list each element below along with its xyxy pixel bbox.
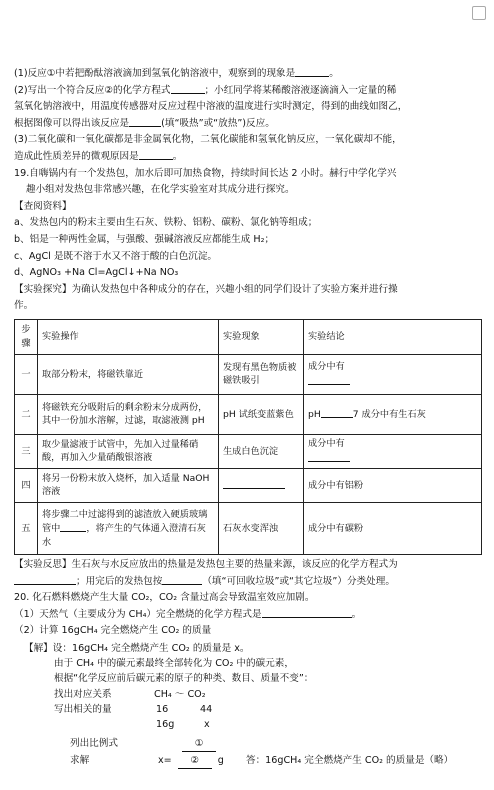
operation-cell xyxy=(38,502,219,554)
circled-1: ① xyxy=(182,737,216,752)
text: (2)写出一个符合反应②的化学方程式 xyxy=(14,84,171,96)
text: ；用完后的发热包按 xyxy=(76,575,163,587)
answer-blank[interactable] xyxy=(223,478,285,489)
text: 。 xyxy=(172,150,183,162)
answer-blank[interactable] xyxy=(139,149,173,160)
answer-blank[interactable] xyxy=(171,83,205,94)
reference-title: 【查阅资料】 xyxy=(14,200,72,212)
answer-blank[interactable] xyxy=(60,521,86,532)
solve-line xyxy=(158,754,224,769)
conclusion-cell xyxy=(304,434,482,468)
answer-blank[interactable] xyxy=(308,451,350,462)
operation-cell: 将磁铁充分吸附后的剩余粉末分成两份，其中一份加水溶解，过滤，取滤液测 pH xyxy=(38,394,219,434)
q18-line1 xyxy=(14,66,482,83)
phenomenon-cell: 生成白色沉淀 xyxy=(219,434,304,468)
solution-intro: 【解】设：16gCH₄ 完全燃烧产生 CO₂ 的质量是 x。 xyxy=(24,642,250,654)
q18-line4 xyxy=(14,116,482,133)
text: 造成此性质差异的微观原因是 xyxy=(14,150,139,162)
q20-line2 xyxy=(14,607,482,624)
text: g xyxy=(217,754,224,766)
mass-value: 16 xyxy=(156,703,169,715)
phenomenon-cell xyxy=(219,468,304,502)
answer-blank[interactable] xyxy=(295,66,329,77)
text: （填“可回收垃圾”或“其它垃圾”）分类处理。 xyxy=(202,575,395,587)
reference-item: a、发热包内的粉末主要由生石灰、铁粉、铝粉、碳粉、氯化钠等组成； xyxy=(14,217,318,229)
mass-value: x xyxy=(204,718,210,730)
step-label: 写出相关的量 xyxy=(54,703,112,715)
header-operation: 实验操作 xyxy=(38,319,219,354)
step-cell: 一 xyxy=(15,354,38,394)
header-phenomenon: 实验现象 xyxy=(219,319,304,354)
reflect-line1: 【实验反思】生石灰与水反应放出的热量是发热包主要的热量来源，该反应的化学方程式为 xyxy=(14,558,398,570)
phenomenon-cell: pH 试纸变蓝紫色 xyxy=(219,394,304,434)
answer-blank[interactable] xyxy=(321,407,353,418)
q18-line6 xyxy=(14,149,482,166)
text: (1)反应①中若把酚酞溶液滴加到氢氧化钠溶液中，观察到的现象是 xyxy=(14,68,296,79)
header-step: 步骤 xyxy=(15,319,38,354)
table-row xyxy=(15,394,482,434)
operation-cell: 取少量滤液于试管中，先加入过量稀硝酸，再加入少量硝酸银溶液 xyxy=(38,434,219,468)
experiment-table xyxy=(14,319,482,555)
step-cell: 二 xyxy=(15,394,38,434)
conclusion-cell: 成分中有碳粉 xyxy=(304,502,482,554)
solution-line: 根据“化学反应前后碳元素的原子的种类、数目、质量不变”： xyxy=(54,672,314,684)
text: 根据图像可以得出该反应是 xyxy=(14,117,130,129)
step-label: 列出比例式 xyxy=(70,737,118,749)
text: 成分中有 xyxy=(308,361,345,373)
text: 成分中有 xyxy=(308,438,345,450)
text: 。 xyxy=(329,68,339,79)
document-page xyxy=(14,66,482,790)
table-header-row xyxy=(15,319,482,354)
text: 7 成分中有生石灰 xyxy=(352,409,426,421)
header-conclusion: 实验结论 xyxy=(304,319,482,354)
answer-blank[interactable] xyxy=(14,574,76,585)
conclusion-cell xyxy=(304,394,482,434)
solution-line: 由于 CH₄ 中的碳元素最终全部转化为 CO₂ 中的碳元素， xyxy=(54,657,294,669)
text: （1）天然气（主要成分为 CH₄）完全燃烧的化学方程式是 xyxy=(14,608,262,620)
text: ，将产生的气体通入澄清石灰水 xyxy=(42,523,206,548)
proportion-blank[interactable] xyxy=(182,737,216,752)
step-label: 求解 xyxy=(70,754,90,766)
text: (填“吸热”或“放热”)反应。 xyxy=(161,117,275,129)
conclusion-cell: 成分中有铝粉 xyxy=(304,468,482,502)
text: 将步骤二中过滤得到的滤渣放入硬质玻璃管中 xyxy=(42,508,208,535)
text: x= xyxy=(158,754,172,766)
answer-blank[interactable] xyxy=(262,607,352,618)
explore-line1: 【实验探究】为确认发热包中各种成分的存在，兴趣小组的同学们设计了实验方案并进行操 xyxy=(14,283,398,295)
phenomenon-cell: 发现有黑色物质被磁铁吸引 xyxy=(219,354,304,394)
reference-item: b、铝是一种两性金属，与强酸、强碱溶液反应都能生成 H₂； xyxy=(14,233,275,245)
conclusion-cell xyxy=(304,354,482,394)
step-cell: 四 xyxy=(15,468,38,502)
step-cell: 三 xyxy=(15,434,38,468)
q18-line3: 氢氧化钠溶液中，用温度传感器对反应过程中溶液的温度进行实时测定，得到的曲线如图乙， xyxy=(14,101,408,113)
table-row xyxy=(15,502,482,554)
solution-block xyxy=(14,640,482,790)
answer-text: 答：16gCH₄ 完全燃烧产生 CO₂ 的质量是（略） xyxy=(246,754,454,766)
mass-value: 44 xyxy=(200,703,213,715)
step-cell: 五 xyxy=(15,502,38,554)
relation-text: CH₄ ～ CO₂ xyxy=(154,688,206,700)
reflect-line2 xyxy=(14,574,482,591)
mass-value: 16g xyxy=(156,718,175,730)
reference-item: d、AgNO₃ +Na Cl=AgCl↓+Na NO₃ xyxy=(14,267,179,279)
text: pH xyxy=(308,409,321,421)
table-row xyxy=(15,434,482,468)
operation-cell: 取部分粉末，将磁铁靠近 xyxy=(38,354,219,394)
reference-item: c、AgCl 是既不溶于水又不溶于酸的白色沉淀。 xyxy=(14,250,218,262)
q18-line2 xyxy=(14,83,482,100)
q20-line1: 20. 化石燃料燃烧产生大量 CO₂，CO₂ 含量过高会导致温室效应加剧。 xyxy=(14,592,315,604)
table-row xyxy=(15,468,482,502)
circled-2[interactable]: ② xyxy=(178,754,212,769)
q18-line5: (3)二氧化碳和一氧化碳都是非金属氧化物，二氧化碳能和氢氧化钠反应，一氧化碳却不能， xyxy=(14,134,402,146)
q19-line2: 趣小组对发热包非常感兴趣，在化学实验室对其成分进行探究。 xyxy=(26,184,295,196)
answer-blank[interactable] xyxy=(308,374,350,385)
corner-box-icon xyxy=(472,6,486,20)
step-label: 找出对应关系 xyxy=(54,688,112,700)
operation-cell: 将另一份粉末放入烧杯，加入适量 NaOH 溶液 xyxy=(38,468,219,502)
text: ；小红同学将某稀酸溶液逐滴滴入一定量的稀 xyxy=(204,84,397,96)
phenomenon-cell: 石灰水变浑浊 xyxy=(219,502,304,554)
table-row xyxy=(15,354,482,394)
q19-line1: 19.自嗨锅内有一个发热包，加水后即可加热食物，持续时间长达 2 小时。赫行中学化学兴 xyxy=(14,167,397,179)
answer-blank[interactable] xyxy=(129,116,161,127)
explore-line2: 作。 xyxy=(14,300,34,312)
answer-blank[interactable] xyxy=(162,574,202,585)
q20-line3: （2）计算 16gCH₄ 完全燃烧产生 CO₂ 的质量 xyxy=(14,625,212,637)
text: 。 xyxy=(351,608,362,620)
